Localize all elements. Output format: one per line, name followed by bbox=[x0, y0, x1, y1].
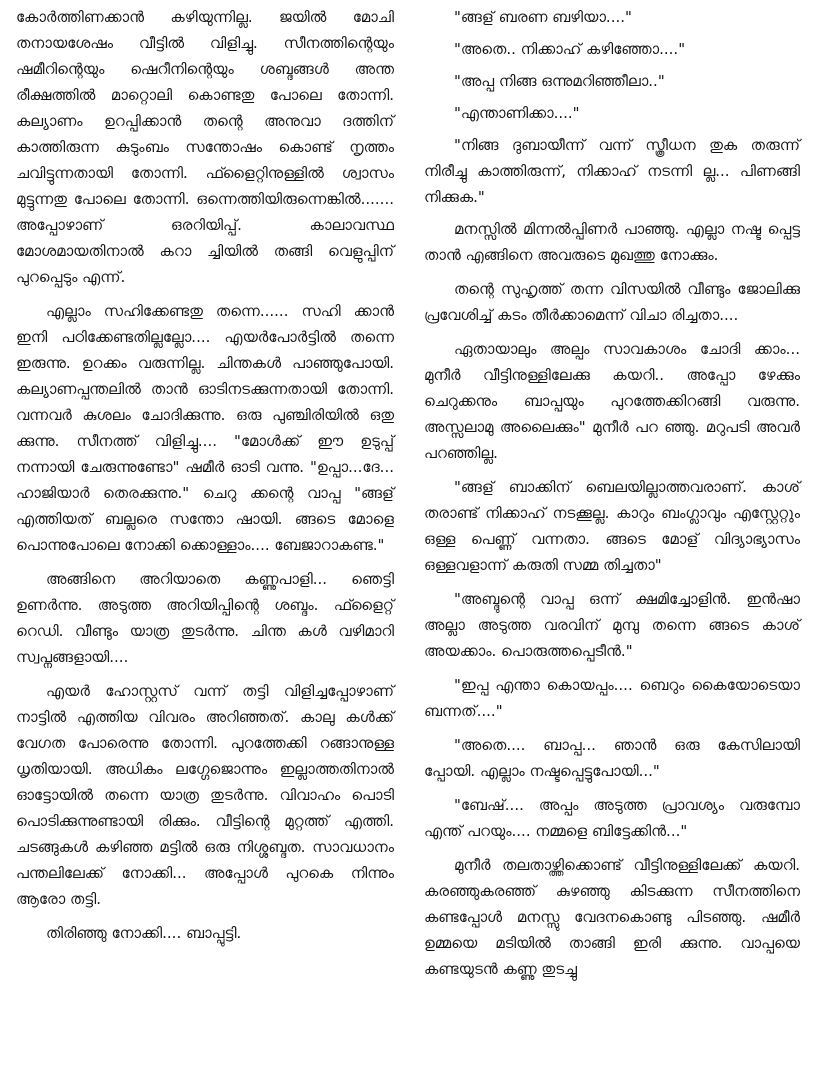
dialogue-line: "ങ്ങള് ബരണ ബഴിയാ...." bbox=[454, 8, 632, 26]
paragraph: എയർ ഹോസ്റ്റസ് വന്ന് തട്ടി വിളിച്ചപ്പോഴാണ് നാട്ടിൽ എത്തിയ വിവരം അറിഞ്ഞത്. കാലു കൾക്ക് വേഗത പോരെന്നു തോന്നി. പുറത്തേക്കി റങ്ങാനുള്ള ധൃതിയായി. അധികം ലഗ്ഗേജൊന്നും ഇല്ലാത്തതിനാൽ ഓട്ടോയിൽ തന്നെ യാത്ര തുടർന്നു. വിവാഹം പൊടി പൊടിക്കുന്നുണ്ടായി രിക്കും. വീട്ടിന്റെ മുറ്റത്ത് എത്തി. ചടങ്ങുകൾ കഴിഞ്ഞ മട്ടിൽ ഒരു നിശ്ശബ്ദത. സാവധാനം പന്തലിലേക്ക് നോക്കി... അപ്പോൾ പുറകെ നിന്നും ആരോ തട്ടി. bbox=[16, 682, 394, 908]
column-gutter bbox=[408, 0, 409, 1085]
paragraph: "ങ്ങള് ബാക്കിന് ബെലയില്ലാത്തവരാണ്. കാശ് തരാണ്ട് നിക്കാഹ് നടക്കൂല്ല. കാറും ബംഗ്ലാവും എസ്റ്റേറ്റും ഒള്ള പെണ്ണ് വന്നതാ. ങ്ങടെ മോള് വിദ്യാഭ്യാസം ഒള്ളവളാന്ന് കരുതി സമ്മ തിച്ചതാ" bbox=[424, 478, 800, 574]
paragraph: മുനീർ തലതാഴ്ത്തിക്കൊണ്ട് വീട്ടിനുള്ളിലേക്ക് കയറി. കരഞ്ഞുകരഞ്ഞ് കുഴഞ്ഞു കിടക്കുന്ന സീനത്തിനെ കണ്ടപ്പോൾ മനസ്സു വേദനകൊണ്ടു പിടഞ്ഞു. ഷമീർ ഉമ്മയെ മടിയിൽ താങ്ങി ഇരി ക്കുന്നു. വാപ്പയെ കണ്ടയുടൻ കണ്ണു തുടച്ചു bbox=[424, 856, 800, 978]
dialogue-line: "അപ്പ നിങ്ങ ഒന്നുമറിഞ്ഞീലാ.." bbox=[454, 72, 665, 90]
paragraph: തിരിഞ്ഞു നോക്കി.... ബാപ്പുട്ടി. bbox=[46, 924, 242, 942]
paragraph: തന്റെ സുഹൃത്ത് തന്ന വിസയിൽ വീണ്ടും ജോലിക്കു പ്രവേശിച്ച് കടം തീർക്കാമെന്ന് വിചാ രിച്ചതാ.... bbox=[424, 280, 800, 324]
left-column bbox=[16, 4, 394, 954]
dialogue-line: "എന്താണിക്കാ...." bbox=[454, 104, 580, 122]
paragraph: കോർത്തിണക്കാൻ കഴിയുന്നില്ല. ജയിൽ മോചി തനായശേഷം വീട്ടിൽ വിളിച്ചു. സീനത്തിന്റെയും ഷമീറിന്റെയും ഷെറീനിന്റെയും ശബ്ദങ്ങൾ അന്ത രീക്ഷത്തിൽ മാറ്റൊലി കൊണ്ടതു പോലെ തോന്നി. കല്യാണം ഉറപ്പിക്കാൻ തന്റെ അനുവാ ദത്തിന് കാത്തിരുന്ന കുടുംബം സന്തോഷം കൊണ്ട് നൃത്തം ചവിട്ടുന്നതായി തോന്നി. ഫ്ളൈറ്റിനുള്ളിൽ ശ്വാസം മുട്ടുന്നതു പോലെ തോന്നി. ഒന്നെത്തിയിരുന്നെങ്കിൽ....... അപ്പോഴാണ് ഒരറിയിപ്പ്. കാലാവസ്ഥ മോശമായതിനാൽ കറാ ച്ചിയിൽ തങ്ങി വെളുപ്പിന് പുറപ്പെടും എന്ന്. bbox=[16, 8, 394, 286]
paragraph: "ബേഷ്.... അപ്പം അടുത്ത പ്രാവശ്യം വരുമ്പോ എന്ത് പറയും.... നമ്മളെ ബിട്ടേക്കിൻ..." bbox=[424, 796, 800, 840]
paragraph: മനസ്സിൽ മിന്നൽപ്പിണർ പാഞ്ഞു. എല്ലാ നഷ്ട പ്പെട്ട താൻ എങ്ങിനെ അവരുടെ മുഖത്തു നോക്കും. bbox=[424, 220, 800, 264]
paragraph: അങ്ങിനെ അറിയാതെ കണ്ണുപാളി... ഞെട്ടി ഉണർന്നു. അടുത്ത അറിയിപ്പിന്റെ ശബ്ദം. ഫ്ളൈറ്റ് റെഡി. വീണ്ടും യാത്ര തുടർന്നു. ചിന്ത കൾ വഴിമാറി സ്വപ്നങ്ങളായി.... bbox=[16, 570, 394, 666]
dialogue-line: "അതെ.. നിക്കാഹ് കഴിഞ്ഞോ...." bbox=[454, 40, 686, 58]
dialogue-line: "നിങ്ങ ദുബായീന്ന് വന്ന് സ്ത്രീധന തുക തരുന്ന് നിരീച്ചു കാത്തിരുന്ന്, നിക്കാഹ് നടന്നി ല്ല... പിണങ്ങി നിക്കുക." bbox=[424, 136, 800, 206]
paragraph: "അതെ.... ബാപ്പ... ഞാൻ ഒരു കേസിലായി പ്പോയി. എല്ലാം നഷ്ടപ്പെട്ടുപോയി..." bbox=[424, 736, 800, 780]
paragraph: "ഇപ്പ എന്താ കൊയപ്പം.... ബെറും കൈയോടെയാ ബന്നത്...." bbox=[424, 676, 800, 720]
paragraph: "അബ്ദുന്റെ വാപ്പ ഒന്ന് ക്ഷമിച്ചോളിൻ. ഇൻഷാ അല്ലാ അടുത്ത വരവിന് മുമ്പു തന്നെ ങ്ങടെ കാശ് അയക്കാം. പൊരുത്തപ്പെടീൻ." bbox=[424, 590, 800, 660]
right-column bbox=[424, 4, 800, 990]
paragraph: എല്ലാം സഹിക്കേണ്ടതു തന്നെ...... സഹി ക്കാൻ ഇനി പഠിക്കേണ്ടതില്ലല്ലോ.... എയർപോർട്ടിൽ തന്നെ ഇരുന്നു. ഉറക്കം വരുന്നില്ല. ചിന്തകൾ പാഞ്ഞുപോയി. കല്യാണപ്പന്തലിൽ താൻ ഓടിനടക്കുന്നതായി തോന്നി. വന്നവർ കുശലം ചോദിക്കുന്നു. ഒരു പുഞ്ചിരിയിൽ ഒതു ക്കുന്നു. സീനത്ത് വിളിച്ചു.... "മോൾക്ക് ഈ ഉടുപ്പ് നന്നായി ചേരുന്നുണ്ടോ" ഷമീർ ഓടി വന്നു. "ഉപ്പാ...ദേ... ഹാജിയാർ തെരക്കുന്നു." ചെറു ക്കന്റെ വാപ്പ "ങ്ങള് എത്തിയത് ബല്ലരെ സന്തോ ഷായി. ങ്ങടെ മോളെ പൊന്നുപോലെ നോക്കി ക്കൊള്ളാം.... ബേജാറാകണ്ട." bbox=[16, 302, 394, 554]
paragraph: ഏതായാലും അല്പം സാവകാശം ചോദി ക്കാം... മുനീർ വീട്ടിനുള്ളിലേക്കു കയറി.. അപ്പോ ഴേക്കും ചെറുക്കനും ബാപ്പയും പുറത്തേക്കിറങ്ങി വരുന്നു. അസ്സലാമു അലൈക്കും" മുനീർ പറ ഞ്ഞു. മറുപടി അവർ പറഞ്ഞില്ല. bbox=[424, 340, 800, 462]
